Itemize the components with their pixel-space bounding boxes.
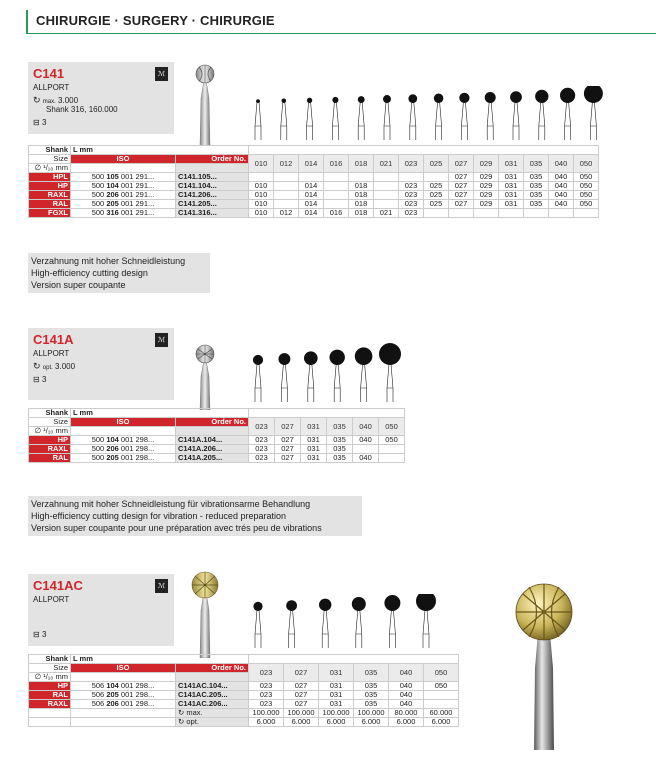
lmm-header: L mm [71,146,249,155]
size-value: 023 [249,700,284,709]
size-value: 027 [284,682,319,691]
size-value: 031 [301,445,327,454]
size-value [324,173,349,182]
iso-number: 506 206 001 298... [71,700,176,709]
size-value: 031 [319,682,354,691]
size-value: 027 [449,173,474,182]
size-value: 031 [499,173,524,182]
size-value: 035 [327,436,353,445]
bur-size-035 [330,350,345,402]
bur-size-010 [255,99,261,140]
speed-value: 100.000 [284,709,319,718]
size-value: 023 [399,191,424,200]
size-value: 023 [249,682,284,691]
size-label: Size [29,155,71,164]
size-value [324,182,349,191]
size-value: 025 [424,200,449,209]
order-number: C141A.206... [176,445,249,454]
size-value: 050 [424,682,459,691]
size-cell: 014 [299,155,324,173]
size-cell: 023 [249,664,284,682]
desc-line-fr: Version super coupante pour une préparation avec trés peu de vibrations [31,523,322,533]
bur-size-025 [434,94,444,141]
shank-type: RAL [29,200,71,209]
size-value: 040 [549,182,574,191]
size-value: 018 [349,191,374,200]
size-value: 040 [353,454,379,463]
size-value: 029 [474,173,499,182]
iso-header: ISO [71,155,176,164]
size-cell: 023 [399,155,424,173]
size-value: 014 [299,191,324,200]
size-value: 023 [399,209,424,218]
size-value: 010 [249,200,274,209]
size-unit-label: ∅ ¹/₁₀ mm [29,673,71,682]
size-value: 035 [354,700,389,709]
size-unit-label: ∅ ¹/₁₀ mm [29,427,71,436]
rotation-speed-icon: ↻ [33,361,41,371]
size-value: 031 [301,436,327,445]
size-cell: 040 [389,664,424,682]
size-value [379,454,405,463]
c141-table [28,145,599,218]
bur-size-040 [384,595,400,648]
size-value: 031 [499,182,524,191]
size-value: 040 [353,436,379,445]
size-value: 035 [524,200,549,209]
bur-size-031 [510,91,522,140]
c141-shank-info: Shank 316, 160.000 [46,105,118,114]
bur-size-029 [485,92,496,140]
c141ac-line: ALLPORT [33,595,70,604]
order-number: C141.206... [176,191,249,200]
shank-type: HP [29,436,71,445]
size-value [274,191,299,200]
size-cell: 050 [379,418,405,436]
speed-value: 6.000 [389,718,424,727]
bur-size-018 [358,96,365,140]
order-number: C141AC.205... [176,691,249,700]
section-header [26,10,656,34]
order-number: C141A.205... [176,454,249,463]
package-icon: ⊟ [33,630,40,639]
size-value: 027 [449,182,474,191]
size-value: 031 [301,454,327,463]
size-value: 014 [299,200,324,209]
size-value: 027 [449,191,474,200]
size-value [499,209,524,218]
order-header: Order No. [176,155,249,164]
size-value: 023 [399,200,424,209]
size-value: 050 [574,173,599,182]
instrument-logo-icon: ℳ [155,579,168,593]
c141-product-image [185,62,225,146]
size-value: 014 [299,182,324,191]
shank-type: RAXL [29,700,71,709]
table-row [29,209,599,218]
size-value: 050 [574,182,599,191]
section-title: CHIRURGIE · SURGERY · CHIRURGIE [36,13,275,28]
order-number: C141.205... [176,200,249,209]
size-value [374,191,399,200]
bur-size-031 [319,599,331,648]
size-value: 035 [524,182,549,191]
package-icon: ⊟ [33,375,40,384]
size-value [524,209,549,218]
bur-size-035 [352,597,366,648]
lmm-header: L mm [71,409,249,418]
table-row [29,454,405,463]
size-value: 010 [249,191,274,200]
desc-line-fr: Version super coupante [31,280,126,290]
iso-number: 500 206 001 298... [71,445,176,454]
bur-size-014 [307,98,313,140]
c141ac-product-image [180,570,230,658]
size-value [374,182,399,191]
c141ac-size-burs [248,594,448,650]
size-value: 021 [374,209,399,218]
size-value: 050 [574,191,599,200]
size-cell: 027 [284,664,319,682]
bur-size-050 [379,343,401,402]
iso-number: 500 104 001 298... [71,436,176,445]
size-cell: 031 [319,664,354,682]
package-icon: ⊟ [33,118,40,127]
shank-type: RAL [29,691,71,700]
c141a-table [28,408,405,463]
size-cell: 029 [474,155,499,173]
size-value: 040 [389,700,424,709]
size-value: 010 [249,209,274,218]
size-value: 010 [249,182,274,191]
order-number: C141A.104... [176,436,249,445]
speed-value: 100.000 [319,709,354,718]
c141-description [28,253,210,293]
size-value: 050 [379,436,405,445]
size-cell: 035 [354,664,389,682]
c141-pack: ⊟ 3 [33,118,47,127]
size-cell: 050 [574,155,599,173]
c141a-description [28,496,362,536]
size-value: 035 [354,682,389,691]
speed-value: 60.000 [424,709,459,718]
iso-number: 506 205 001 298... [71,691,176,700]
shank-header: Shank [29,655,71,664]
c141-line: ALLPORT [33,83,70,92]
shank-type: FGXL [29,209,71,218]
size-value: 018 [349,209,374,218]
bur-size-031 [304,351,318,402]
size-value: 023 [249,445,275,454]
size-value: 031 [499,200,524,209]
size-value: 029 [474,182,499,191]
size-value: 035 [524,173,549,182]
iso-number: 500 206 001 291... [71,191,176,200]
c141-rotation: ↻ max. 3.000 [33,95,79,105]
rotation-speed-icon: ↻ [33,95,41,105]
size-value [574,209,599,218]
c141a-line: ALLPORT [33,349,70,358]
iso-number: 506 104 001 298... [71,682,176,691]
bur-size-023 [253,602,262,648]
size-value: 035 [327,445,353,454]
bur-size-040 [560,88,575,140]
size-cell: 035 [524,155,549,173]
c141ac-product-box [28,574,174,646]
speed-value: 100.000 [354,709,389,718]
size-value [549,209,574,218]
size-cell: 018 [349,155,374,173]
size-value: 031 [319,700,354,709]
size-value: 018 [349,200,374,209]
size-value: 025 [424,182,449,191]
c141-product-box [28,62,174,134]
bur-size-021 [383,95,391,140]
size-cell: 021 [374,155,399,173]
c141a-size-burs [248,340,408,404]
shank-header: Shank [29,409,71,418]
bur-size-040 [355,347,373,402]
rotation-speed-icon: ↻ [178,708,185,717]
speed-value: 80.000 [389,709,424,718]
size-value: 027 [275,445,301,454]
speed-value: 6.000 [424,718,459,727]
size-value: 031 [499,191,524,200]
size-value [274,182,299,191]
desc-line-en: High-efficiency cutting design for vibration - reduced preparation [31,511,286,521]
size-value: 040 [389,691,424,700]
table-row [29,700,459,709]
size-value [424,209,449,218]
order-number: C141AC.206... [176,700,249,709]
order-number: C141.316... [176,209,249,218]
size-value: 012 [274,209,299,218]
size-value: 040 [549,173,574,182]
size-value: 029 [474,191,499,200]
order-number: C141AC.104... [176,682,249,691]
size-label: Size [29,664,71,673]
size-value [324,191,349,200]
size-value: 029 [474,200,499,209]
bur-size-023 [408,94,417,140]
size-cell: 031 [499,155,524,173]
size-cell: 050 [424,664,459,682]
rotation-speed-icon: ↻ [178,717,185,726]
size-value: 031 [319,691,354,700]
shank-type: RAXL [29,445,71,454]
size-value: 027 [284,700,319,709]
speed-value: 6.000 [284,718,319,727]
size-value: 050 [574,200,599,209]
bur-size-027 [278,353,290,402]
size-value [424,691,459,700]
instrument-logo-icon: ℳ [155,333,168,347]
order-number: C141.105... [176,173,249,182]
size-cell: 012 [274,155,299,173]
c141ac-large-photo [505,578,585,758]
order-header: Order No. [176,418,249,427]
size-value: 035 [524,191,549,200]
shank-type: HP [29,682,71,691]
size-value: 027 [449,200,474,209]
speed-value: 100.000 [249,709,284,718]
size-unit-label: ∅ ¹/₁₀ mm [29,164,71,173]
shank-type: RAXL [29,191,71,200]
size-value [474,209,499,218]
size-value [274,173,299,182]
bur-size-035 [535,90,548,140]
size-cell: 010 [249,155,274,173]
desc-line-en: High-efficiency cutting design [31,268,148,278]
iso-header: ISO [71,664,176,673]
instrument-logo-icon: ℳ [155,67,168,81]
c141ac-pack: ⊟ 3 [33,630,47,639]
size-label: Size [29,418,71,427]
order-number: C141.104... [176,182,249,191]
c141ac-table [28,654,459,727]
speed-row [29,709,459,718]
c141-size-burs [248,86,618,142]
c141a-pack: ⊟ 3 [33,375,47,384]
size-value: 040 [549,200,574,209]
size-value: 023 [249,691,284,700]
speed-label: ↻ max. [176,709,249,718]
c141a-rotation: ↻ opt. 3.000 [33,361,76,371]
c141ac-code: C141AC [33,578,83,593]
speed-value: 6.000 [249,718,284,727]
bur-size-027 [286,600,297,648]
c141a-product-image [185,342,225,410]
c141a-code: C141A [33,332,74,347]
size-cell: 027 [449,155,474,173]
order-header: Order No. [176,664,249,673]
size-value: 040 [549,191,574,200]
size-cell: 023 [249,418,275,436]
shank-header: Shank [29,146,71,155]
size-cell: 027 [275,418,301,436]
bur-size-012 [281,98,287,140]
size-value: 014 [299,209,324,218]
iso-number: 500 104 001 291... [71,182,176,191]
iso-number: 500 316 001 291... [71,209,176,218]
size-value: 018 [349,182,374,191]
speed-value: 6.000 [319,718,354,727]
size-value: 035 [327,454,353,463]
bur-size-050 [584,86,603,140]
c141a-product-box [28,328,174,400]
size-value: 016 [324,209,349,218]
speed-value: 6.000 [354,718,389,727]
speed-row [29,718,459,727]
shank-type: HP [29,182,71,191]
bur-size-023 [253,355,263,402]
size-value: 027 [275,454,301,463]
bur-size-050 [416,594,436,648]
size-value [449,209,474,218]
iso-header: ISO [71,418,176,427]
size-cell: 035 [327,418,353,436]
c141-code: C141 [33,66,65,81]
size-cell: 025 [424,155,449,173]
size-cell: 031 [301,418,327,436]
iso-number: 500 105 001 291... [71,173,176,182]
iso-number: 500 205 001 298... [71,454,176,463]
shank-type: HPL [29,173,71,182]
size-value: 025 [424,191,449,200]
size-value: 035 [354,691,389,700]
size-value: 023 [249,454,275,463]
bur-size-027 [459,93,469,140]
size-value: 027 [284,691,319,700]
desc-line-de: Verzahnung mit hoher Schneidleistung [31,256,186,266]
desc-line-de: Verzahnung mit hoher Schneidleistung für vibrationsarme Behandlung [31,499,311,509]
size-value: 023 [399,182,424,191]
size-cell: 040 [353,418,379,436]
size-value [374,173,399,182]
shank-type: RAL [29,454,71,463]
speed-label: ↻ opt. [176,718,249,727]
size-value: 040 [389,682,424,691]
size-cell: 016 [324,155,349,173]
bur-size-016 [332,97,338,140]
size-value [379,445,405,454]
iso-number: 500 205 001 291... [71,200,176,209]
size-value: 023 [249,436,275,445]
size-cell: 040 [549,155,574,173]
lmm-header: L mm [71,655,249,664]
size-value: 027 [275,436,301,445]
